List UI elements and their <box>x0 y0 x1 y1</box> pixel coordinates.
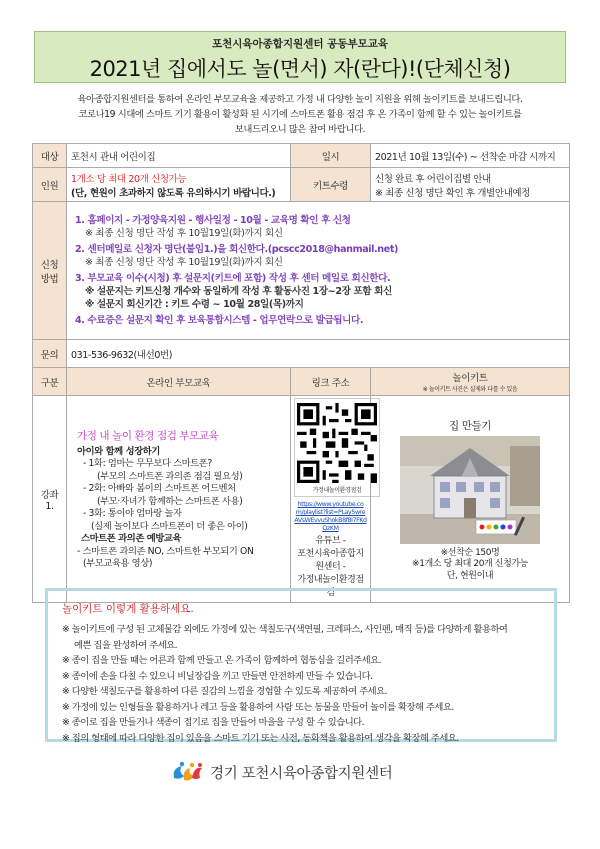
qr-code-icon[interactable] <box>297 403 377 483</box>
tip-item: ※ 종이 집을 만들 때는 어른과 함께 만들고 온 가족이 함께하여 협동심을 길러주세요. <box>62 655 382 666</box>
tip-item: ※ 놀이키트에 구성 된 고체물감 외에도 가정에 있는 색칠도구(색연필, 크레파스, 사인펜, 매직 등)를 다양하게 활용하여 <box>62 624 508 635</box>
link-line: 가정내놀이환경점검 <box>297 575 364 598</box>
method-step: 4. 수료증은 설문지 확인 후 보육통합시스템 - 업무연락으로 발급됩니다. <box>75 315 364 326</box>
people-limit: 1개소 당 최대 20개 신청가능 <box>71 173 187 185</box>
col-link: 링크 주소 <box>291 368 371 396</box>
kit-info-line: 단, 현원이내 <box>446 570 494 581</box>
tips-box <box>45 588 557 742</box>
people-label: 인원 <box>33 168 67 202</box>
tip-item: ※ 집의 형태에 따라 다양한 집이 있음을 스마트 기기 또는 사전, 동화책을 활용하여 생각을 확장해 주세요. <box>62 732 459 744</box>
people-note: (단, 현원이 초과하지 않도록 유의하시기 바랍니다.) <box>71 187 276 199</box>
method-step: 3. 부모교육 이수(시청) 후 설문지(키트에 포함) 작성 후 센터 메일로 회신한다. <box>75 273 391 284</box>
intro-line: 육아종합지원센터를 통하여 온라인 부모교육을 제공하고 가정 내 다양한 놀이 지원을 위해 놀이키트를 보내드립니다. <box>77 94 523 105</box>
lecture-title: 가정 내 놀이 환경 점검 부모교육 <box>77 429 219 442</box>
method-label <box>33 202 67 340</box>
intro-line: 코로나19 시대에 스마트 기기 활용이 활성화 된 시기에 스마트폰 활용 점검 후 온 가족이 함께 할 수 있는 놀이키트를 <box>78 109 522 120</box>
center-logo-icon <box>170 760 204 784</box>
paper-house-image <box>400 436 540 544</box>
kit-value: 신청 완료 후 어린이집별 안내 <box>375 173 491 185</box>
method-step: 2. 센터메일로 신청자 명단(붙임1.)을 회신한다.(pcscc2018@hanmail.net) <box>75 244 399 255</box>
date-label: 일시 <box>291 144 371 168</box>
method-note: ※ 설문지 회신기간 : 키트 수령 ~ 10월 28일(목)까지 <box>85 299 304 310</box>
tip-item: ※ 종이에 손을 다칠 수 있으니 비닐장갑을 끼고 만들면 안전하게 만들 수 있습니다. <box>62 670 373 682</box>
people-cell <box>67 168 291 202</box>
lecture-line: (실제 놀이보다 스마트폰이 더 좋은 아이) <box>91 520 248 532</box>
method-cell <box>67 202 570 340</box>
lecture-line: 스마트폰 과의존 예방교육 <box>81 533 182 544</box>
info-table <box>32 143 570 603</box>
col-category: 구분 <box>33 368 67 396</box>
kit-info-line: ※1개소 당 최대 20개 신청가능 <box>412 559 528 570</box>
col-kit: 놀이키트 <box>452 373 488 384</box>
qr-frame <box>294 398 380 497</box>
kit-info-line: ※선착순 150명 <box>440 547 500 558</box>
method-step: 1. 홈페이지 - 가정양육지원 - 행사일정 - 10월 - 교육명 확인 후 신청 <box>75 215 351 226</box>
contact-label: 문의 <box>33 340 67 368</box>
intro-line: 보내드리오니 많은 참여 바랍니다. <box>234 124 366 135</box>
method-note: ※ 최종 신청 명단 작성 후 10월19일(화)까지 회신 <box>85 257 283 268</box>
lecture-line: - 스마트폰 과의존 NO, 스마트한 부모되기 ON <box>77 545 254 557</box>
qr-caption: 가정내놀이환경점검 <box>312 487 362 494</box>
date-value: 2021년 10월 13일(수) ~ 선착순 마감 시까지 <box>371 144 570 168</box>
kit-image-cell <box>371 396 570 603</box>
method-label-line: 방법 <box>40 273 59 285</box>
col-online: 온라인 부모교육 <box>67 368 291 396</box>
header-banner <box>34 31 566 83</box>
link-line: 포천시육아종합지원센터 - <box>297 549 364 572</box>
tip-item: 예쁜 집을 완성하여 주세요. <box>74 639 178 651</box>
target-value: 포천시 관내 어린이집 <box>67 144 291 168</box>
page-title: 2021년 집에서도 놀(면서) 자(란다)!(단체신청) <box>89 57 511 81</box>
lecture-line: 아이와 함께 성장하기 <box>77 445 160 457</box>
kit-disclaimer: ※ 놀이키트 사진은 실제와 다를 수 있음 <box>422 386 518 393</box>
kit-info <box>374 548 566 583</box>
kit-note: ※ 최종 신청 명단 확인 후 개별안내예정 <box>375 187 530 199</box>
lecture-line: - 1화: 엄마는 무무보다 스마트폰? <box>83 458 212 469</box>
col-kit-cell <box>371 368 570 396</box>
lecture-line: (부모의 스마트폰 과의존 점검 필요성) <box>97 470 243 482</box>
kit-image-title: 집 만들기 <box>449 419 491 432</box>
kit-cell <box>371 168 570 202</box>
tips-title: 놀이키트 이렇게 활용하세요. <box>62 603 194 615</box>
link-cell <box>291 396 371 603</box>
tip-item: ※ 종이로 집을 만들거나 색종이 접기로 집을 만들어 마을을 구성 할 수 있습니다. <box>62 717 365 728</box>
row-label: 강좌1. <box>33 396 67 603</box>
intro-text <box>20 92 580 137</box>
target-label: 대상 <box>33 144 67 168</box>
lecture-cell <box>67 396 291 603</box>
link-line: 유튜브 - <box>315 536 346 546</box>
contact-value: 031-536-9632(내선0번) <box>67 340 570 368</box>
tip-item: ※ 가정에 있는 인형들을 활용하거나 레고 등을 활용하여 사람 또는 동물을 만들어 놀이를 확장해 주세요. <box>62 701 454 713</box>
footer-org-name: 경기 포천시육아종합지원센터 <box>210 765 393 782</box>
tip-item: ※ 다양한 색칠도구를 활용하여 다른 질감의 느낌을 경험할 수 있도록 제공하여 주세요. <box>62 686 388 697</box>
lecture-line: - 3화: 통이야 엄마랑 놀자 <box>83 508 182 519</box>
lecture-line: (부모교육용 영상) <box>83 558 153 569</box>
lecture-line: (부모·자녀가 함께하는 스마트폰 사용) <box>97 495 243 507</box>
method-note: ※ 설문지는 키트신청 개수와 동일하게 작성 후 활동사진 1장~2장 포함 회신 <box>85 286 392 297</box>
header-subtitle: 포천시육아종합지원센터 공동부모교육 <box>211 38 389 50</box>
method-note: ※ 최종 신청 명단 작성 후 10월19일(화)까지 회신 <box>85 228 283 239</box>
youtube-link[interactable]: https://www.youtube.com/playlist?list=PLay5wreAVsWEvvuShokB8f8l7FKdQzKM <box>294 501 367 532</box>
method-label-line: 신청 <box>40 259 59 271</box>
lecture-line: - 2화: 아빠와 봄이의 스마트폰 어드벤처 <box>83 483 236 494</box>
footer <box>170 758 393 786</box>
kit-label: 키트수령 <box>291 168 371 202</box>
